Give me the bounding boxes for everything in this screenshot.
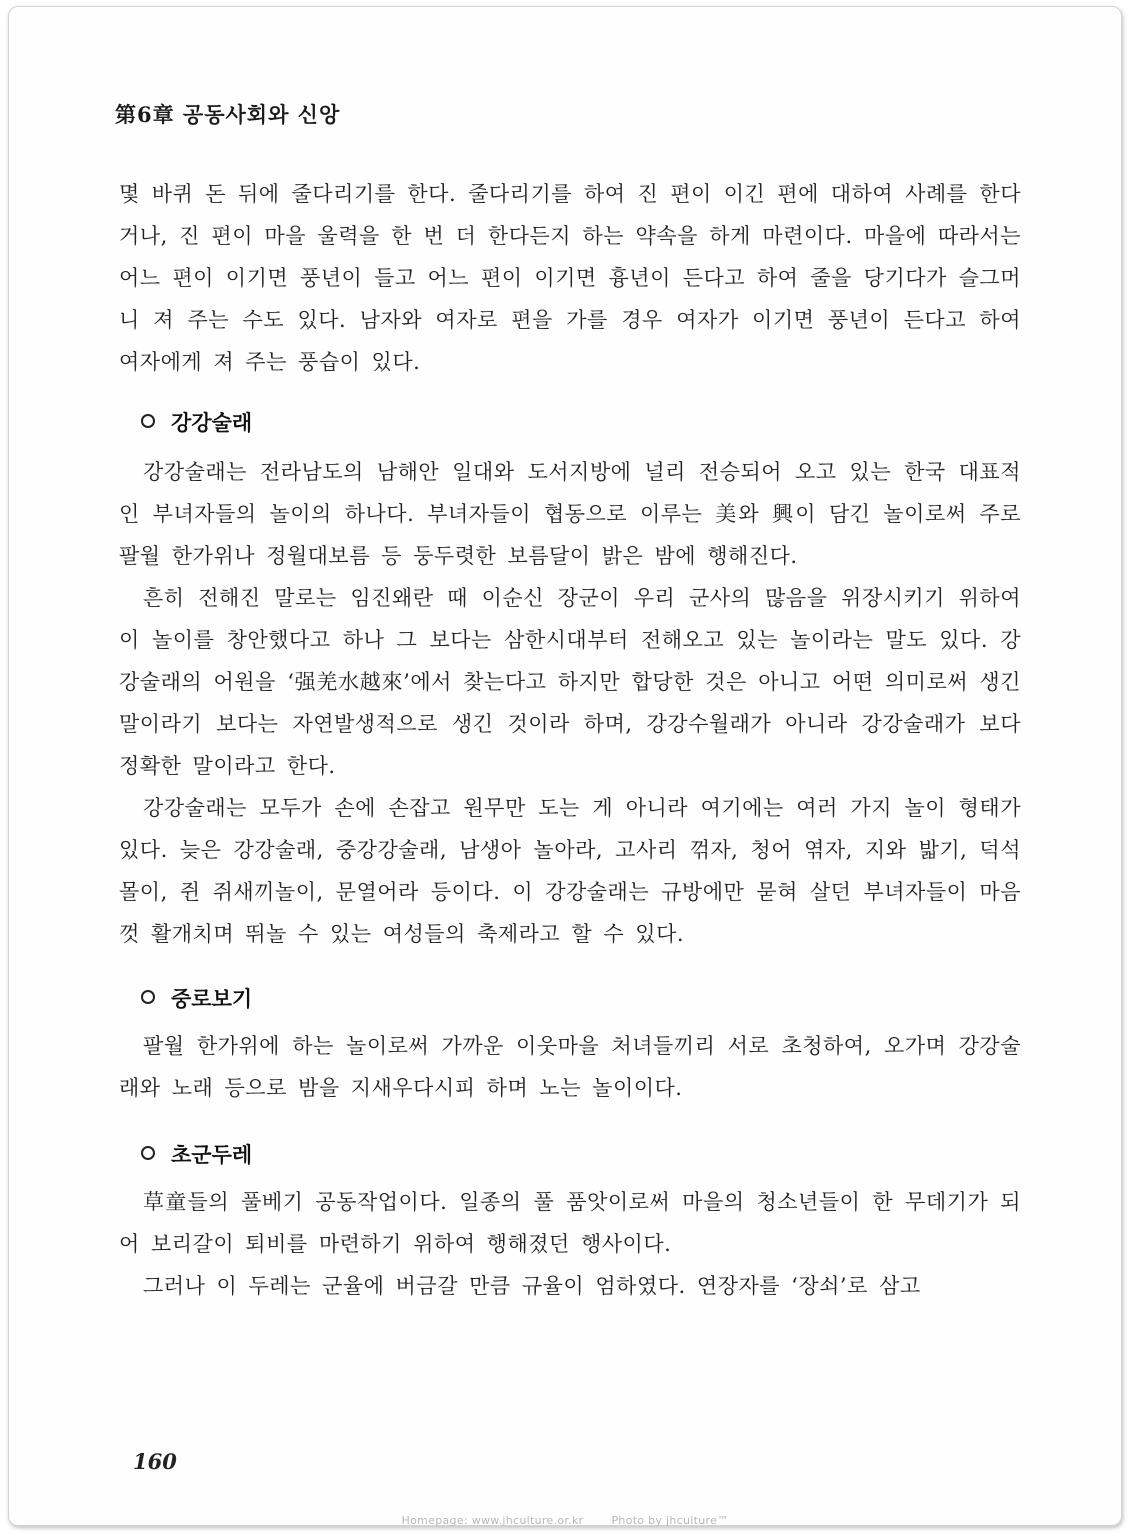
circle-bullet-icon (141, 990, 155, 1004)
photo-credit: Photo by jhculture™ (611, 1514, 729, 1527)
section-heading-label: 강강술래 (171, 411, 253, 435)
chapter-header: 第6章 공동사회와 신앙 (115, 102, 341, 127)
page-body (119, 173, 1021, 1307)
paragraph-chogun-2: 그러나 이 두레는 군율에 버금갈 만큼 규율이 엄하였다. 연장자를 ‘장쇠’로 삼고 (143, 1274, 921, 1298)
page-number: 160 (133, 1449, 177, 1474)
paragraph-tug-of-war: 몇 바퀴 돈 뒤에 줄다리기를 한다. 줄다리기를 하여 진 편이 이긴 편에 대하여 사례를 한다거나, 진 편이 마을 울력을 한 번 더 한다든지 하는 약속을 하게 마련이다. 마을에 따라서는 어느 편이 이기면 풍년이 들고 어느 편이 이기면 흉년이 든다고 하여 줄을 당기다가 슬그머니 져 주는 수도 있다. 남자와 여자로 편을 가를 경우 여자가 이기면 풍년이 든다고 하여 여자에게 져 주는 풍습이 있다. (119, 182, 1021, 374)
paragraph-chogun-1: 草童들의 풀베기 공동작업이다. 일종의 풀 품앗이로써 마을의 청소년들이 한 무데기가 되어 보리갈이 퇴비를 마련하기 위하여 행해졌던 행사이다. (119, 1190, 1021, 1256)
homepage-credit: Homepage: www.jhculture.or.kr (401, 1514, 584, 1527)
section-heading-jungrobogi (119, 973, 1021, 1025)
photo-credit-footer (0, 1514, 1130, 1527)
section-heading-label: 중로보기 (171, 987, 253, 1011)
circle-bullet-icon (141, 1146, 155, 1160)
paragraph-ganggang-3: 강강술래는 모두가 손에 손잡고 원무만 도는 게 아니라 여기에는 여러 가지 놀이 형태가 있다. 늦은 강강술래, 중강강술래, 남생아 놀아라, 고사리 꺾자, 청어 엮자, 지와 밟기, 덕석몰이, 쥔 쥐새끼놀이, 문열어라 등이다. 이 강강술래는 규방에만 묻혀 살던 부녀자들이 마음껏 활개치며 뛰놀 수 있는 여성들의 축제라고 할 수 있다. (119, 796, 1021, 946)
paragraph-ganggang-1: 강강술래는 전라남도의 남해안 일대와 도서지방에 널리 전승되어 오고 있는 한국 대표적인 부녀자들의 놀이의 하나다. 부녀자들이 협동으로 이루는 美와 興이 담긴 놀이로써 주로 팔월 한가위나 정월대보름 등 둥두렷한 보름달이 밝은 밤에 행해진다. (119, 460, 1021, 568)
section-heading-label: 초군두레 (171, 1143, 253, 1167)
section-heading-ganggangsullae (119, 397, 1021, 449)
paragraph-jungrobogi: 팔월 한가위에 하는 놀이로써 가까운 이웃마을 처녀들끼리 서로 초청하여, 오가며 강강술래와 노래 등으로 밤을 지새우다시피 하며 노는 놀이이다. (119, 1034, 1021, 1100)
section-heading-chogundure (119, 1129, 1021, 1181)
book-page (8, 6, 1122, 1526)
circle-bullet-icon (141, 414, 155, 428)
paragraph-ganggang-2: 흔히 전해진 말로는 임진왜란 때 이순신 장군이 우리 군사의 많음을 위장시키기 위하여 이 놀이를 창안했다고 하나 그 보다는 삼한시대부터 전해오고 있는 놀이라는 말도 있다. 강강술래의 어원을 ‘强羌水越來’에서 찾는다고 하지만 합당한 것은 아니고 어떤 의미로써 생긴 말이라기 보다는 자연발생적으로 생긴 것이라 하며, 강강수월래가 아니라 강강술래가 보다 정확한 말이라고 한다. (119, 586, 1021, 778)
